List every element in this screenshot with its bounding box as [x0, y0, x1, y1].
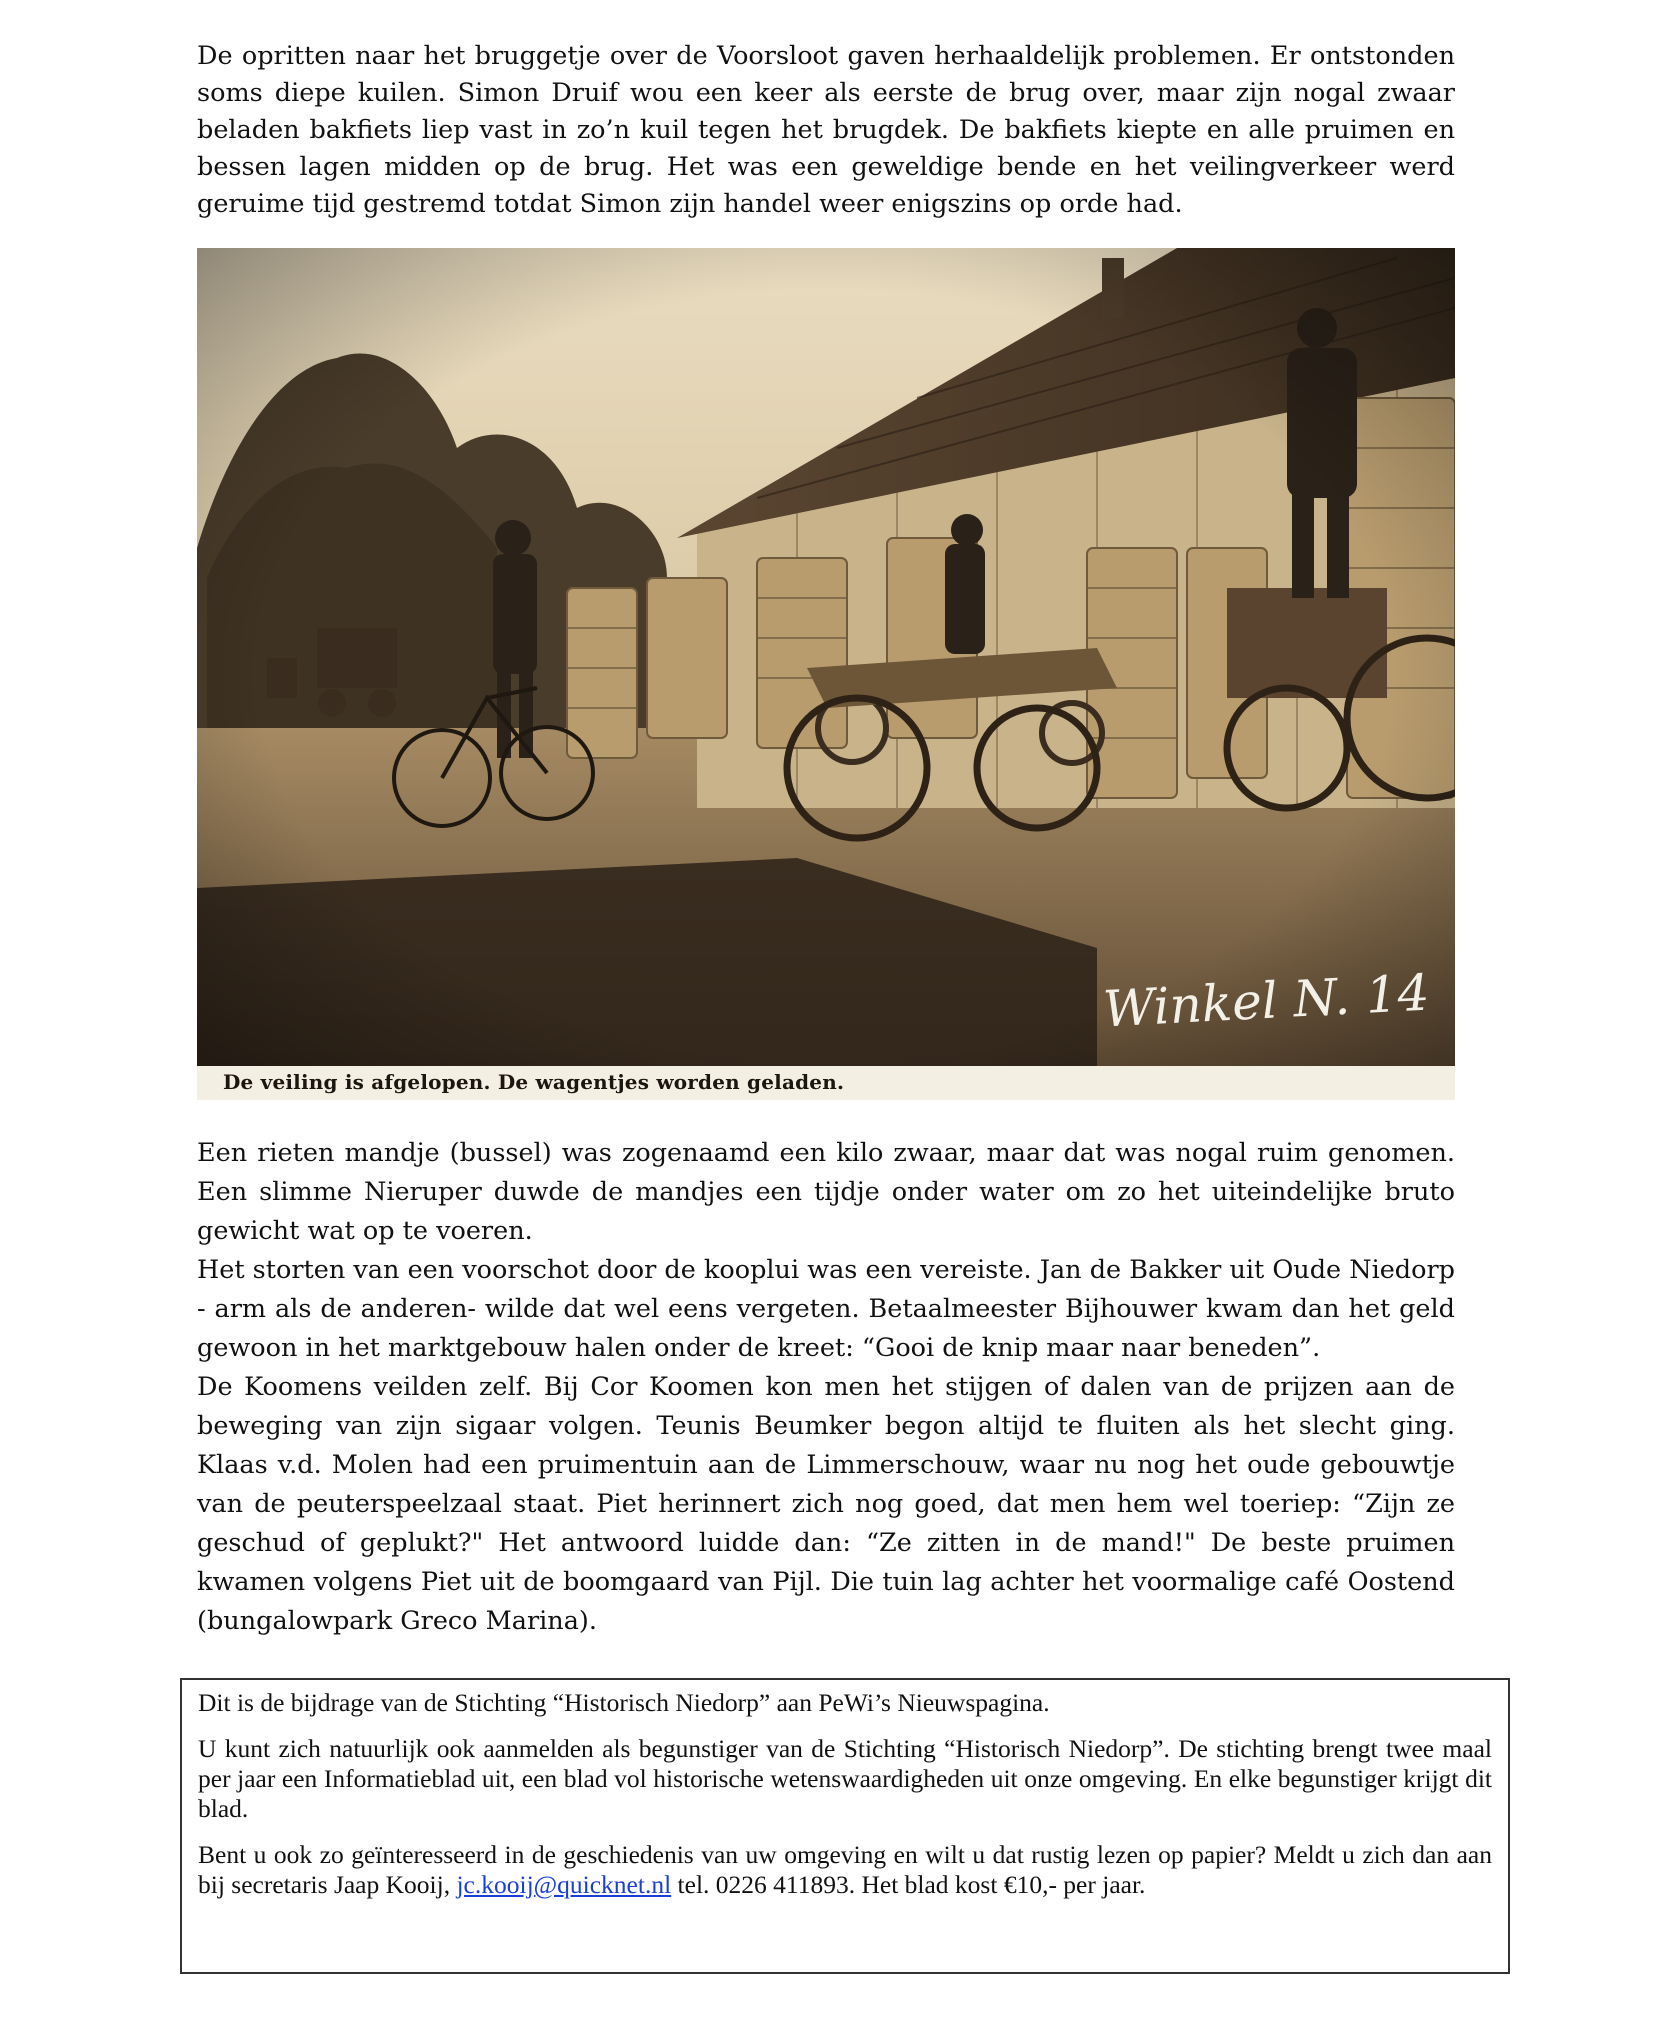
- body-paragraph: Een rieten mandje (bussel) was zogenaamd een kilo zwaar, maar dat was nogal ruim genomen. Een slimme Nieruper duwde de mandjes een tijdje onder water om zo het uiteindelijke bruto gewicht wat op te voeren.: [197, 1138, 1455, 1246]
- body-paragraph: Het storten van een voorschot door de kooplui was een vereiste. Jan de Bakker uit Oude Niedorp - arm als de anderen- wilde dat wel eens vergeten. Betaalmeester Bijhouwer kwam dan het geld gewoon in het marktgebouw halen onder de kreet: “Gooi de knip maar naar beneden”.: [197, 1255, 1455, 1363]
- notice-line-1: Dit is de bijdrage van de Stichting “Historisch Niedorp” aan PeWi’s Nieuwspagina.: [198, 1688, 1050, 1717]
- foundation-notice-box: [180, 1678, 1510, 1974]
- historic-photo: [197, 248, 1455, 1100]
- photo-caption: De veiling is afgelopen. De wagentjes worden geladen.: [223, 1070, 845, 1094]
- article-body: [197, 1134, 1455, 1641]
- notice-line-3-end: tel. 0226 411893. Het blad kost €10,- per jaar.: [671, 1870, 1146, 1899]
- body-paragraph: De Koomens veilden zelf. Bij Cor Koomen kon men het stijgen of dalen van de prijzen aan de beweging van zijn sigaar volgen. Teunis Beumker begon altijd te fluiten als het slecht ging. Klaas v.d. Molen had een pruimentuin aan de Limmerschouw, waar nu nog het oude gebouwtje van de peuterspeelzaal staat. Piet herinnert zich nog goed, dat men hem wel toeriep: “Zijn ze geschud of geplukt?" Het antwoord luidde dan: “Ze zitten in de mand!" De beste pruimen kwamen volgens Piet uit de boomgaard van Pijl. Die tuin lag achter het voormalige café Oostend (bungalowpark Greco Marina).: [197, 1372, 1455, 1636]
- notice-line-2: U kunt zich natuurlijk ook aanmelden als begunstiger van de Stichting “Historisch Niedorp”. De stichting brengt twee maal per jaar een Informatieblad uit, een blad vol historische wetenswaardigheden uit onze omgeving. En elke begunstiger krijgt dit blad.: [198, 1734, 1492, 1823]
- photo-inscription: Winkel N. 14: [1101, 963, 1431, 1039]
- intro-paragraph: De opritten naar het bruggetje over de Voorsloot gaven herhaaldelijk problemen. Er ontstonden soms diepe kuilen. Simon Druif wou een keer als eerste de brug over, maar zijn nogal zwaar beladen bakfiets liep vast in zo’n kuil tegen het brugdek. De bakfiets kiepte en alle pruimen en bessen lagen midden op de brug. Het was een geweldige bende en het veilingverkeer werd geruime tijd gestremd totdat Simon zijn handel weer enigszins op orde had.: [197, 41, 1455, 219]
- notice-line-3-text: Bent u ook zo geïnteresseerd in de geschiedenis van uw omgeving en wilt u dat rustig lezen op papier? Meldt u zich dan aan bij secretaris Jaap Kooij,: [198, 1840, 1492, 1899]
- notice-line-3: [198, 1840, 1492, 1900]
- email-link[interactable]: jc.kooij@quicknet.nl: [456, 1870, 672, 1899]
